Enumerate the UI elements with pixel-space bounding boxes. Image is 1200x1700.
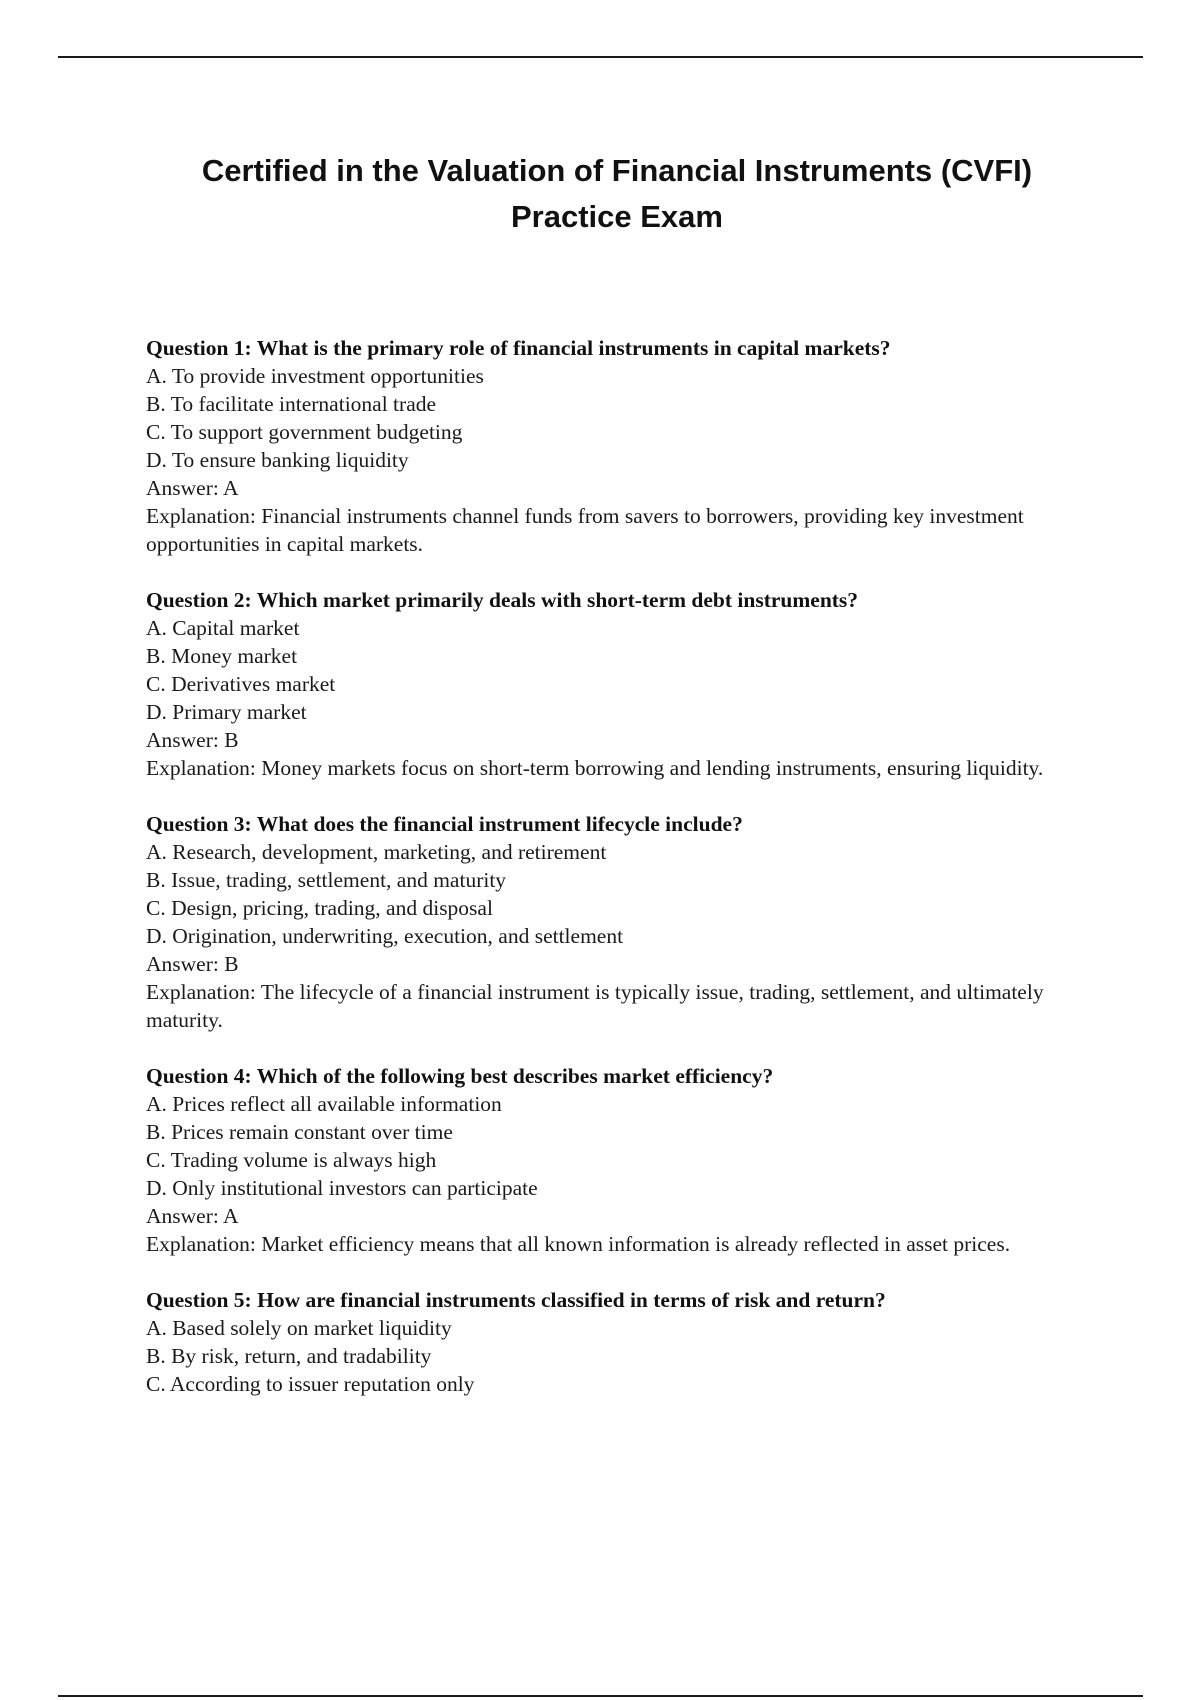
answer: Answer: A <box>146 476 239 500</box>
question-text: Question 4: Which of the following best describes market efficiency? <box>146 1064 774 1088</box>
answer: Answer: B <box>146 728 239 752</box>
option-c: C. According to issuer reputation only <box>146 1372 475 1396</box>
question-list <box>146 334 1076 1426</box>
explanation: Explanation: Financial instruments channel funds from savers to borrowers, providing key investment opportunities in capital markets. <box>146 504 1024 556</box>
title-line-2: Practice Exam <box>511 199 723 234</box>
explanation: Explanation: Money markets focus on short-term borrowing and lending instruments, ensuring liquidity. <box>146 756 1044 780</box>
option-a: A. Research, development, marketing, and retirement <box>146 840 607 864</box>
question-text: Question 5: How are financial instruments classified in terms of risk and return? <box>146 1288 886 1312</box>
option-a: A. Capital market <box>146 616 300 640</box>
answer: Answer: A <box>146 1204 239 1228</box>
top-rule <box>58 56 1143 58</box>
option-d: D. To ensure banking liquidity <box>146 448 409 472</box>
option-b: B. To facilitate international trade <box>146 392 437 416</box>
explanation: Explanation: Market efficiency means that all known information is already reflected in asset prices. <box>146 1232 1011 1256</box>
title-line-1: Certified in the Valuation of Financial Instruments (CVFI) <box>201 153 1033 188</box>
option-c: C. Design, pricing, trading, and disposal <box>146 896 493 920</box>
answer: Answer: B <box>146 952 239 976</box>
question-text: Question 3: What does the financial instrument lifecycle include? <box>146 812 743 836</box>
question-text: Question 1: What is the primary role of financial instruments in capital markets? <box>146 336 891 360</box>
question-text: Question 2: Which market primarily deals with short-term debt instruments? <box>146 588 859 612</box>
option-d: D. Origination, underwriting, execution, and settlement <box>146 924 624 948</box>
option-c: C. Derivatives market <box>146 672 336 696</box>
option-a: A. To provide investment opportunities <box>146 364 484 388</box>
option-b: B. Prices remain constant over time <box>146 1120 453 1144</box>
option-c: C. To support government budgeting <box>146 420 463 444</box>
option-b: B. Issue, trading, settlement, and maturity <box>146 868 507 892</box>
question-5 <box>146 1286 1076 1398</box>
question-1 <box>146 334 1076 558</box>
bottom-rule <box>58 1695 1143 1697</box>
option-d: D. Primary market <box>146 700 307 724</box>
option-d: D. Only institutional investors can participate <box>146 1176 538 1200</box>
option-a: A. Based solely on market liquidity <box>146 1316 452 1340</box>
option-b: B. Money market <box>146 644 298 668</box>
question-2 <box>146 586 1076 782</box>
document-title <box>0 148 1200 240</box>
question-4 <box>146 1062 1076 1258</box>
question-3 <box>146 810 1076 1034</box>
explanation: Explanation: The lifecycle of a financial instrument is typically issue, trading, settlement, and ultimately maturity. <box>146 980 1044 1032</box>
option-b: B. By risk, return, and tradability <box>146 1344 432 1368</box>
option-c: C. Trading volume is always high <box>146 1148 437 1172</box>
option-a: A. Prices reflect all available information <box>146 1092 502 1116</box>
